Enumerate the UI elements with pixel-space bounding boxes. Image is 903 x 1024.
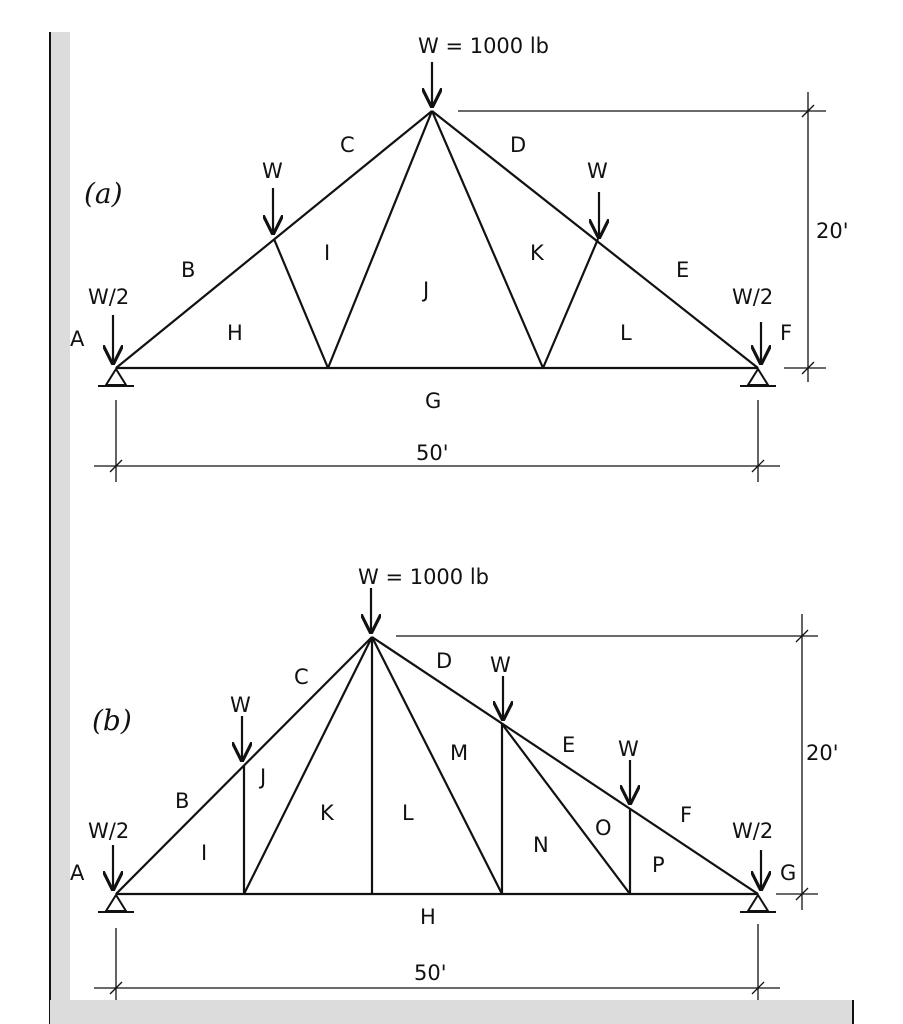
truss-a-panel-label: (a) bbox=[84, 177, 123, 210]
truss-a-space-D: D bbox=[510, 133, 527, 157]
truss-a-space-F: F bbox=[780, 321, 793, 345]
truss-a-space-G: G bbox=[425, 389, 442, 413]
bottom-gray-margin bbox=[50, 1000, 853, 1024]
truss-b-mid-load-label: W bbox=[490, 653, 511, 677]
truss-b-space-C: C bbox=[294, 665, 309, 689]
truss-b-space-J: J bbox=[260, 765, 267, 789]
truss-b-space-E: E bbox=[562, 733, 576, 757]
truss-b-space-I: I bbox=[201, 841, 208, 865]
truss-b-space-K: K bbox=[320, 801, 334, 825]
truss-a-apex-load-label: W = 1000 lb bbox=[418, 34, 549, 58]
truss-a-right-end-load-label: W/2 bbox=[732, 285, 774, 309]
truss-b-apex-load-label: W = 1000 lb bbox=[358, 565, 489, 589]
truss-b-space-H: H bbox=[420, 905, 436, 929]
truss-b-left-load-label: W bbox=[230, 693, 251, 717]
truss-a-space-B: B bbox=[181, 258, 196, 282]
truss-a-space-A: A bbox=[70, 327, 85, 351]
truss-b-space-N: N bbox=[533, 833, 549, 857]
truss-b-space-B: B bbox=[175, 789, 190, 813]
truss-a-right-load-label: W bbox=[587, 159, 608, 183]
truss-b-space-P: P bbox=[652, 853, 665, 877]
truss-b-left-end-load-label: W/2 bbox=[88, 819, 130, 843]
truss-a-space-I: I bbox=[324, 241, 331, 265]
truss-a-space-C: C bbox=[340, 133, 355, 157]
truss-a-left-load-label: W bbox=[262, 159, 283, 183]
truss-b-space-F: F bbox=[680, 803, 693, 827]
truss-b-space-D: D bbox=[436, 649, 453, 673]
truss-a-span-label: 50' bbox=[416, 441, 449, 465]
truss-b-space-L: L bbox=[402, 801, 414, 825]
left-gray-margin bbox=[50, 32, 70, 1024]
truss-b-span-label: 50' bbox=[414, 961, 447, 985]
truss-b-right-load-label: W bbox=[618, 737, 639, 761]
truss-b-space-O: O bbox=[595, 816, 612, 840]
truss-b-space-M: M bbox=[450, 741, 469, 765]
truss-b-panel-label: (b) bbox=[92, 704, 132, 737]
truss-a-space-H: H bbox=[227, 321, 243, 345]
truss-a-height-label: 20' bbox=[816, 219, 849, 243]
truss-b-space-A: A bbox=[70, 861, 85, 885]
truss-a-space-K: K bbox=[530, 241, 544, 265]
truss-b-height-label: 20' bbox=[806, 741, 839, 765]
truss-b-right-end-load-label: W/2 bbox=[732, 819, 774, 843]
truss-a-space-J: J bbox=[423, 278, 430, 302]
truss-a-space-L: L bbox=[620, 321, 632, 345]
truss-a-space-E: E bbox=[676, 258, 690, 282]
truss-b-space-G: G bbox=[780, 861, 797, 885]
truss-a-left-end-load-label: W/2 bbox=[88, 285, 130, 309]
